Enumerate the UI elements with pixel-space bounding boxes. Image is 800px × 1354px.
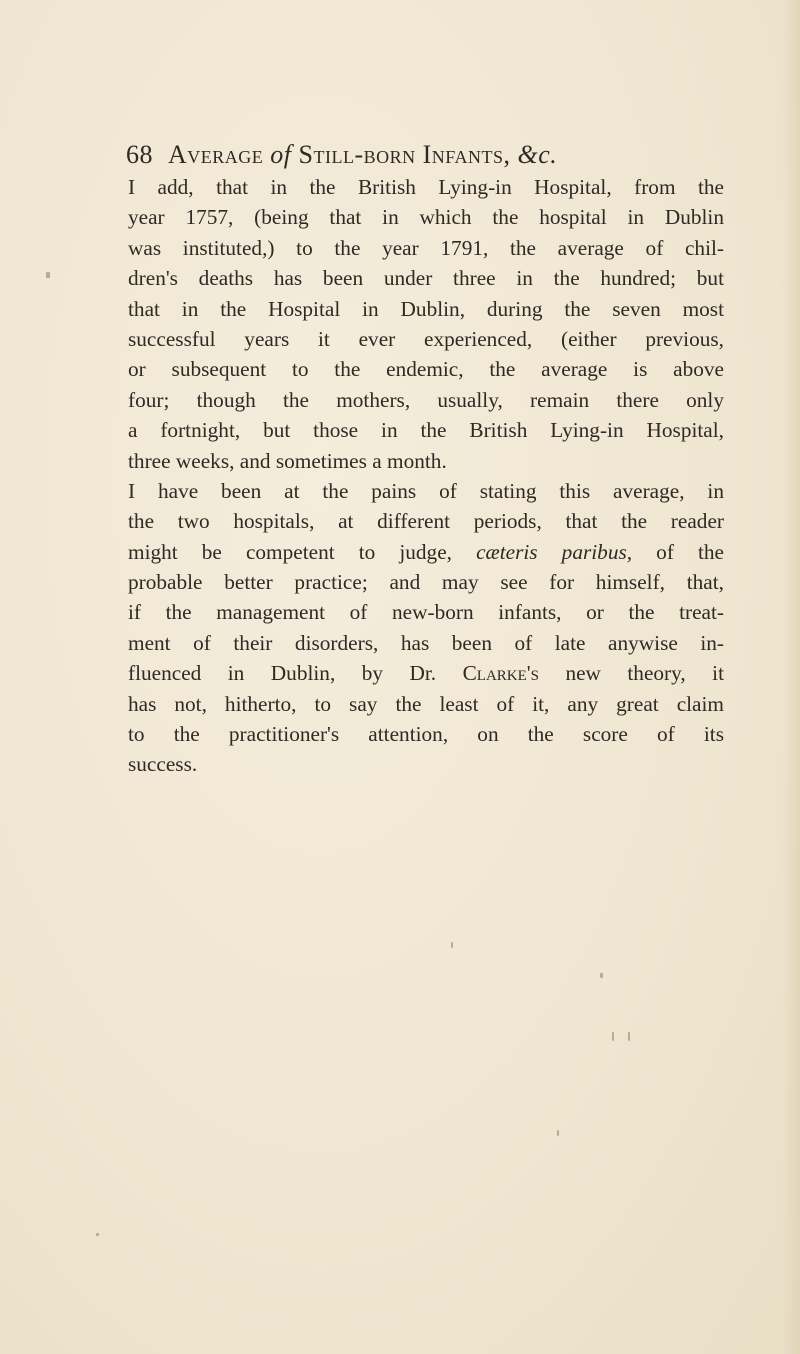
header-title-of: of — [270, 140, 292, 169]
paper-speck — [46, 272, 50, 278]
text-line: that in the Hospital in Dublin, during the seven most — [128, 296, 724, 321]
header-title-part1: Average — [168, 140, 264, 169]
text-segment: new theory, it — [565, 661, 725, 686]
text-line: success. — [128, 752, 198, 777]
text-line: I add, that in the British Lying-in Hospital, from the — [128, 175, 724, 199]
paragraph-2 — [128, 476, 724, 780]
text-line: or subsequent to the endemic, the average is above — [128, 357, 724, 382]
text-line: successful years it ever experienced, (either previous, — [128, 326, 724, 351]
paper-speck — [451, 942, 453, 948]
text-line: I have been at the pains of stating this average, in — [128, 478, 724, 503]
author-name: Clarke's — [462, 661, 539, 686]
paper-speck — [628, 1032, 630, 1041]
text-line: the two hospitals, at different periods, that the reader — [128, 509, 724, 534]
text-segment: might be competent to judge, — [128, 539, 452, 564]
text-segment: of the — [656, 539, 725, 564]
text-line-with-italic — [128, 537, 724, 567]
header-title-part2: Still-born Infants, — [298, 140, 511, 169]
header-title-etc: &c. — [517, 140, 558, 169]
text-line: ment of their disorders, has been of late anywise in- — [128, 630, 724, 655]
page-number: 68 — [126, 140, 153, 169]
text-line: a fortnight, but those in the British Lying-in Hospital, — [128, 418, 724, 443]
text-line: has not, hitherto, to say the least of it, any great claim — [128, 691, 724, 716]
page-edge-shadow — [782, 0, 800, 1354]
paper-speck — [600, 973, 603, 978]
text-line: was instituted,) to the year 1791, the average of chil- — [128, 235, 724, 260]
paper-speck — [96, 1233, 99, 1236]
body-text — [128, 172, 724, 780]
text-line: to the practitioner's attention, on the score of its — [128, 722, 724, 747]
running-header — [126, 140, 726, 176]
text-line: three weeks, and sometimes a month. — [128, 448, 447, 473]
text-line: dren's deaths has been under three in the hundred; but — [128, 266, 724, 291]
text-line-with-name — [128, 658, 724, 688]
text-line: probable better practice; and may see for himself, that, — [128, 570, 724, 595]
text-line: four; though the mothers, usually, remain there only — [128, 387, 724, 412]
paper-speck — [612, 1032, 614, 1041]
text-line: if the management of new-born infants, or the treat- — [128, 600, 724, 625]
paper-speck — [557, 1130, 559, 1136]
text-line: year 1757, (being that in which the hospital in Dublin — [128, 205, 724, 230]
paragraph-1 — [128, 172, 724, 476]
text-segment: fluenced in Dublin, by Dr. — [128, 661, 437, 686]
italic-latin-phrase: cæteris paribus, — [476, 539, 633, 564]
